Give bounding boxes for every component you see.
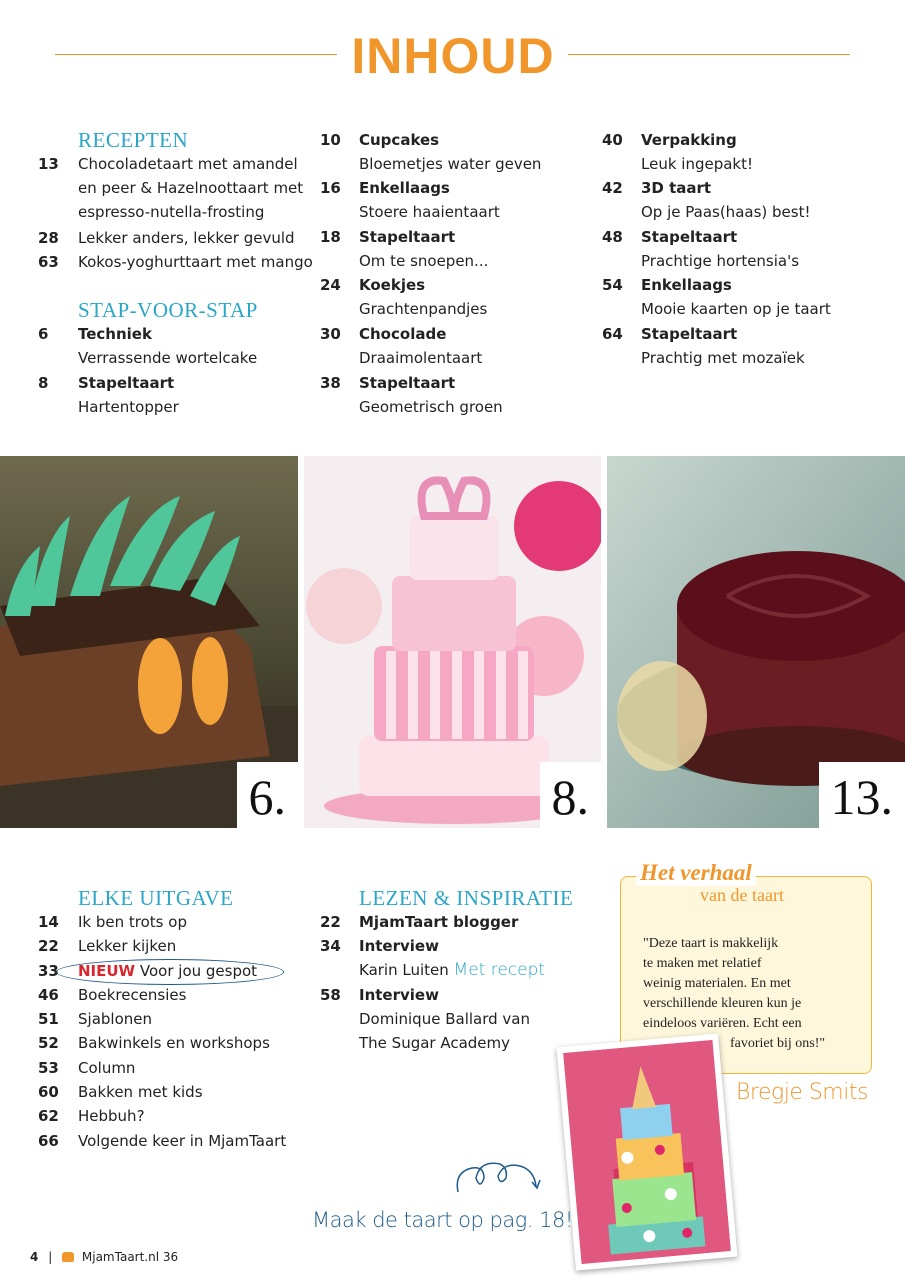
page-number: 30	[320, 325, 341, 343]
page-number: 53	[38, 1059, 59, 1077]
story-title: Het verhaal	[636, 860, 756, 886]
toc-item-title: 3D taart	[641, 179, 712, 197]
toc-item-label: Lekker anders, lekker gevuld	[78, 229, 295, 247]
toc-item-label: Sjablonen	[78, 1010, 152, 1028]
page-number: 28	[38, 229, 59, 247]
toc-item-title: Koekjes	[359, 276, 426, 294]
toc-item-title: Interview	[359, 937, 439, 955]
page-number: 52	[38, 1034, 59, 1052]
toc-item-label: Boekrecensies	[78, 986, 187, 1004]
page-number: 13	[38, 155, 59, 173]
toc-item-label: Grachtenpandjes	[359, 300, 488, 318]
story-author: Bregje Smits	[736, 1080, 868, 1105]
toc-item-label: Hartentopper	[78, 398, 179, 416]
page-number: 14	[38, 913, 59, 931]
toc-item-title: Stapeltaart	[359, 374, 456, 392]
toc-item-label: Bakwinkels en workshops	[78, 1034, 270, 1052]
photo-stapeltaart[interactable]	[304, 456, 601, 828]
footer-divider: |	[48, 1250, 53, 1264]
toc-item-label: The Sugar Academy	[359, 1034, 511, 1052]
curly-arrow-icon	[450, 1152, 550, 1196]
toc-item-title: Stapeltaart	[641, 325, 738, 343]
toc-item-label: Hebbuh?	[78, 1107, 145, 1125]
toc-item-label: Op je Paas(haas) best!	[641, 203, 811, 221]
section-heading-stap: STAP-VOOR-STAP	[78, 298, 258, 322]
page-number: 22	[38, 937, 59, 955]
toc-item-title: Verpakking	[641, 131, 737, 149]
footer-page-number: 4	[30, 1250, 39, 1264]
toc-item-label: Voor jou gespot	[139, 962, 258, 980]
quote-line: te maken met relatief	[643, 956, 762, 971]
page-number: 18	[320, 228, 341, 246]
page-number: 22	[320, 913, 341, 931]
toc-item-title: Chocolade	[359, 325, 447, 343]
toc-item-label: Leuk ingepakt!	[641, 155, 754, 173]
toc-item-label: Verrassende wortelcake	[78, 349, 258, 367]
quote-line: weinig materialen. En met	[643, 976, 791, 991]
photo-page-label: 13.	[819, 762, 905, 828]
rainbow-cake-illustration	[563, 1040, 731, 1264]
toc-item-title: MjamTaart blogger	[359, 913, 519, 931]
toc-item-label: Lekker kijken	[78, 937, 177, 955]
page-number: 8	[38, 374, 49, 392]
toc-item-label: en peer & Hazelnoottaart met	[78, 179, 304, 197]
toc-item-label: Om te snoepen...	[359, 252, 489, 270]
page-number: 46	[38, 986, 59, 1004]
toc-item-label: Draaimolentaart	[359, 349, 483, 367]
toc-item-label: Kokos-yoghurttaart met mango	[78, 253, 313, 271]
quote-line: verschillende kleuren kun je	[643, 996, 802, 1011]
toc-item-title: Stapeltaart	[641, 228, 738, 246]
header-rule-left	[55, 54, 337, 55]
page-number: 62	[38, 1107, 59, 1125]
toc-item-label: Geometrisch groen	[359, 398, 503, 416]
page-title: INHOUD	[351, 28, 555, 84]
toc-item-title: Interview	[359, 986, 439, 1004]
toc-item-label: Bloemetjes water geven	[359, 155, 542, 173]
photo-chocoladetaart[interactable]	[607, 456, 905, 828]
story-quote	[643, 934, 858, 1054]
page-number: 64	[602, 325, 623, 343]
toc-item-label: Volgende keer in MjamTaart	[78, 1132, 287, 1150]
toc-item-label-wrap	[78, 959, 257, 983]
chef-hat-icon	[62, 1252, 74, 1262]
section-heading-recepten: RECEPTEN	[78, 128, 189, 152]
header-rule-right	[568, 54, 850, 55]
toc-item-label: Prachtig met mozaïek	[641, 349, 805, 367]
page-number: 60	[38, 1083, 59, 1101]
quote-line: "Deze taart is makkelijk	[643, 936, 779, 951]
toc-item-title: Stapeltaart	[359, 228, 456, 246]
page-number: 66	[38, 1132, 59, 1150]
page-number: 51	[38, 1010, 59, 1028]
story-photo[interactable]	[557, 1033, 738, 1270]
toc-item-label: Column	[78, 1059, 136, 1077]
toc-item-label: Ik ben trots op	[78, 913, 187, 931]
section-heading-lezen: LEZEN & INSPIRATIE	[359, 886, 574, 910]
toc-item-title: Enkellaags	[359, 179, 450, 197]
page-number: 54	[602, 276, 623, 294]
photo-wortelcake[interactable]	[0, 456, 298, 828]
page-number: 40	[602, 131, 623, 149]
toc-item-label: Prachtige hortensia's	[641, 252, 800, 270]
photo-page-label: 8.	[540, 762, 602, 828]
quote-line: eindeloos variëren. Echt een	[643, 1016, 802, 1031]
page-number: 16	[320, 179, 341, 197]
toc-item-title: Enkellaags	[641, 276, 732, 294]
page-number: 24	[320, 276, 341, 294]
page-number: 33	[38, 962, 59, 980]
toc-item-label: Dominique Ballard van	[359, 1010, 530, 1028]
footer	[30, 1250, 178, 1264]
toc-item-title: Stapeltaart	[78, 374, 175, 392]
toc-item-label: Chocoladetaart met amandel	[78, 155, 298, 173]
toc-item-title: Cupcakes	[359, 131, 440, 149]
toc-item-label: Bakken met kids	[78, 1083, 203, 1101]
toc-item-label: Mooie kaarten op je taart	[641, 300, 831, 318]
hand-note: Maak de taart op pag. 18!	[312, 1208, 573, 1232]
page-number: 34	[320, 937, 341, 955]
page-number: 6	[38, 325, 49, 343]
quote-line: favoriet bij ons!"	[730, 1036, 826, 1051]
toc-item-title: Techniek	[78, 325, 152, 343]
toc-item-sub-wrap	[359, 958, 545, 982]
section-heading-elke: ELKE UITGAVE	[78, 886, 234, 910]
recipe-note: Met recept	[453, 960, 546, 980]
page-number: 38	[320, 374, 341, 392]
toc-item-label: Stoere haaientaart	[359, 203, 500, 221]
page-number: 58	[320, 986, 341, 1004]
toc-item-label: espresso-nutella-frosting	[78, 203, 265, 221]
page-number: 63	[38, 253, 59, 271]
toc-item-label: Karin Luiten	[359, 961, 449, 979]
page-number: 48	[602, 228, 623, 246]
story-subtitle: van de taart	[700, 885, 784, 905]
page-number: 42	[602, 179, 623, 197]
new-badge: NIEUW	[78, 962, 136, 980]
photo-page-label: 6.	[237, 762, 299, 828]
footer-site: MjamTaart.nl 36	[81, 1250, 179, 1264]
page-number: 10	[320, 131, 341, 149]
